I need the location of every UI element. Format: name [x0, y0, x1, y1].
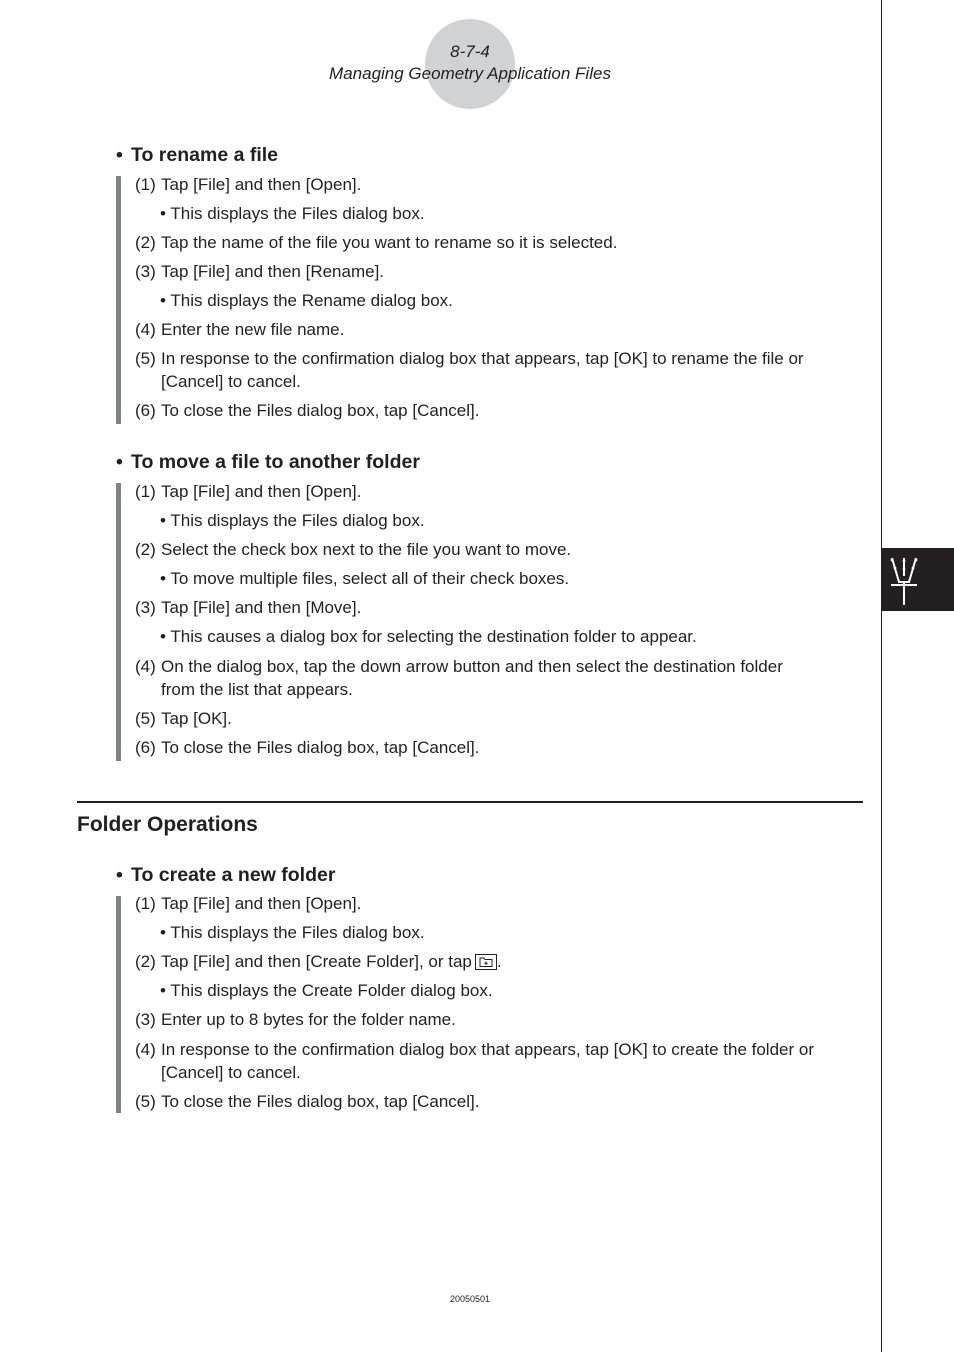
create-step-2-note: • This displays the Create Folder dialog box. [160, 981, 493, 1000]
step-text: To close the Files dialog box, tap [Cancel]. [161, 1092, 480, 1111]
step-number: (6) [135, 738, 156, 757]
page-number: 8-7-4 [450, 42, 490, 61]
create-heading-text: To create a new folder [131, 864, 336, 886]
bullet-icon: • [116, 451, 123, 473]
step-number: (6) [135, 401, 156, 420]
rename-step-3 [135, 261, 384, 284]
step-number: (4) [135, 320, 156, 339]
create-step-1 [135, 893, 361, 916]
step-text: Select the check box next to the file you want to move. [161, 540, 572, 559]
move-heading-text: To move a file to another folder [131, 451, 420, 473]
step-text: On the dialog box, tap the down arrow button and then select the destination folder [161, 657, 783, 676]
rename-step-2 [135, 232, 617, 255]
rename-heading [116, 144, 278, 166]
step-text-end: . [496, 952, 502, 971]
create-folder-icon [475, 954, 497, 970]
geometry-app-icon [882, 548, 954, 611]
rename-step-1 [135, 174, 361, 197]
move-step-1-note: • This displays the Files dialog box. [160, 511, 425, 530]
step-number: (5) [135, 349, 156, 368]
step-text-continued: from the list that appears. [161, 679, 353, 699]
step-number: (2) [135, 233, 156, 252]
step-number: (3) [135, 598, 156, 617]
step-text: Tap the name of the file you want to rename so it is selected. [161, 233, 618, 252]
step-number: (5) [135, 1092, 156, 1111]
create-steps-bar [116, 896, 121, 1113]
bullet-icon: • [116, 864, 123, 886]
step-text-continued: [Cancel] to cancel. [161, 371, 301, 391]
step-number: (4) [135, 1040, 156, 1059]
move-step-2-note: • To move multiple files, select all of their check boxes. [160, 569, 570, 588]
move-step-6 [135, 737, 479, 760]
step-text: Tap [File] and then [Open]. [161, 175, 362, 194]
step-text: Tap [File] and then [Open]. [161, 894, 362, 913]
step-number: (5) [135, 709, 156, 728]
move-step-1 [135, 481, 361, 504]
step-number: (1) [135, 482, 156, 501]
rename-heading-text: To rename a file [131, 144, 279, 166]
rename-step-1-note: • This displays the Files dialog box. [160, 204, 425, 223]
step-text: Tap [File] and then [Move]. [161, 598, 362, 617]
move-step-5 [135, 708, 232, 731]
step-text-continued: [Cancel] to cancel. [161, 1062, 301, 1082]
step-text: Tap [File] and then [Open]. [161, 482, 362, 501]
move-steps-bar [116, 483, 121, 761]
move-step-2 [135, 539, 571, 562]
step-text: Enter the new file name. [161, 320, 345, 339]
step-number: (3) [135, 1010, 156, 1029]
move-step-3-note: • This causes a dialog box for selecting the destination folder to appear. [160, 627, 697, 646]
create-step-3 [135, 1009, 456, 1032]
create-step-1-note: • This displays the Files dialog box. [160, 923, 425, 942]
create-heading [116, 864, 335, 886]
step-text: To close the Files dialog box, tap [Cancel]. [161, 401, 480, 420]
step-number: (4) [135, 657, 156, 676]
page-edge-rule [881, 0, 882, 1352]
create-step-2 [135, 951, 502, 974]
rename-step-3-note: • This displays the Rename dialog box. [160, 291, 453, 310]
step-text: Enter up to 8 bytes for the folder name. [161, 1010, 456, 1029]
footer-code: 20050501 [449, 1294, 491, 1304]
step-number: (3) [135, 262, 156, 281]
step-text: To close the Files dialog box, tap [Cancel]. [161, 738, 480, 757]
step-text: In response to the confirmation dialog box that appears, tap [OK] to create the folder or [161, 1040, 814, 1059]
step-number: (1) [135, 894, 156, 913]
folder-operations-title: Folder Operations [77, 813, 258, 836]
step-text: Tap [File] and then [Create Folder], or tap [161, 952, 472, 971]
section-divider [77, 801, 863, 803]
step-number: (2) [135, 540, 156, 559]
create-step-5 [135, 1091, 479, 1114]
step-number: (1) [135, 175, 156, 194]
move-heading [116, 451, 420, 473]
chapter-tab [882, 548, 954, 611]
create-step-4 [135, 1039, 814, 1084]
move-step-3 [135, 597, 361, 620]
rename-steps-bar [116, 176, 121, 424]
step-text: Tap [File] and then [Rename]. [161, 262, 385, 281]
step-text: In response to the confirmation dialog box that appears, tap [OK] to rename the file or [161, 349, 804, 368]
move-step-4 [135, 656, 783, 701]
bullet-icon: • [116, 144, 123, 166]
page-header-title: Managing Geometry Application Files [329, 64, 611, 83]
rename-step-6 [135, 400, 479, 423]
step-text: Tap [OK]. [161, 709, 232, 728]
rename-step-4 [135, 319, 344, 342]
step-number: (2) [135, 952, 156, 971]
rename-step-5 [135, 348, 804, 393]
